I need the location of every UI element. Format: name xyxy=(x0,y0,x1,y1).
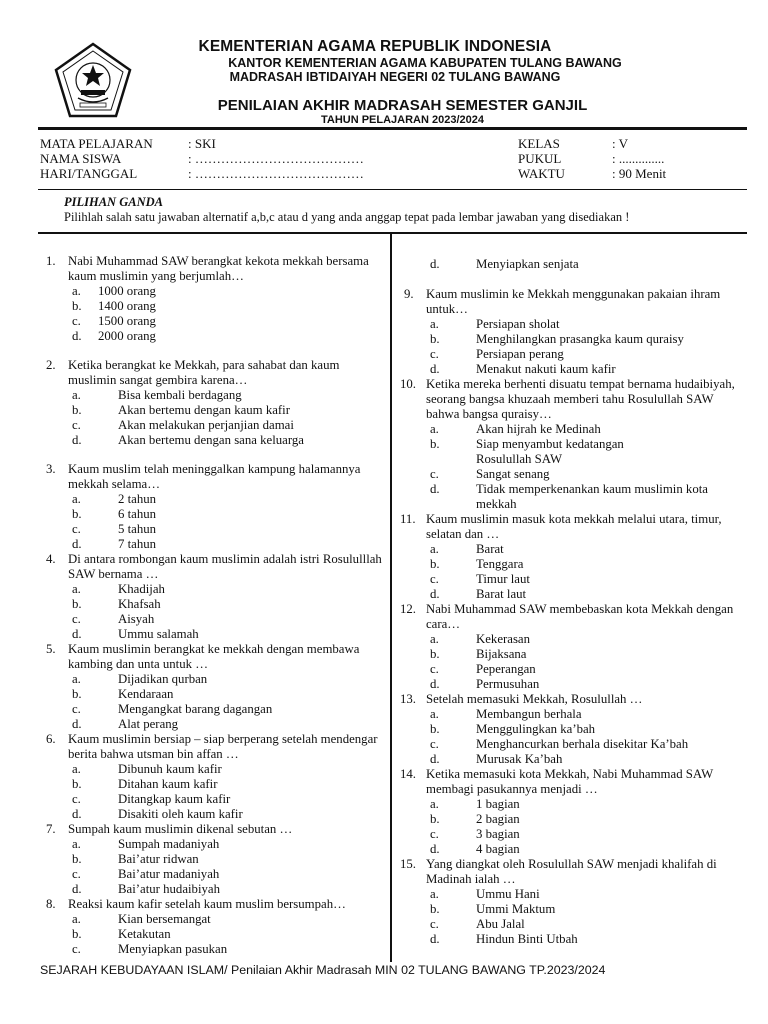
option-letter: b. xyxy=(430,902,440,916)
option-text: Menggulingkan ka’bah xyxy=(476,722,596,736)
option-letter: c. xyxy=(430,917,439,931)
option[interactable] xyxy=(404,587,749,602)
option[interactable] xyxy=(404,332,749,347)
question-text: Setelah memasuki Mekkah, Rosulullah … xyxy=(426,692,643,706)
option-text: Khafsah xyxy=(118,597,161,611)
option-letter: d. xyxy=(72,807,82,821)
option-letter: a. xyxy=(72,672,81,686)
option[interactable] xyxy=(46,612,388,627)
option-text: Mengangkat barang dagangan xyxy=(118,702,273,716)
option-text: 6 tahun xyxy=(118,507,157,521)
option-letter: a. xyxy=(72,492,81,506)
page-footer: SEJARAH KEBUDAYAAN ISLAM/ Penilaian Akhir Madrasah MIN 02 TULANG BAWANG TP.2023/2024 xyxy=(40,963,606,977)
option[interactable] xyxy=(404,752,749,767)
question xyxy=(46,552,388,642)
info-label-duration: WAKTU xyxy=(518,166,565,181)
option[interactable] xyxy=(46,403,388,418)
option-letter: d. xyxy=(72,329,82,343)
option[interactable] xyxy=(404,647,749,662)
question xyxy=(46,254,388,344)
option[interactable] xyxy=(46,702,388,717)
question-number: 11. xyxy=(400,512,416,526)
option-letter: c. xyxy=(72,612,81,626)
option-letter: a. xyxy=(430,707,439,721)
header-school: MADRASAH IBTIDAIYAH NEGERI 02 TULANG BAWANG xyxy=(229,70,561,84)
option-text: Hindun Binti Utbah xyxy=(476,932,578,946)
option-text: Bai’atur hudaibiyah xyxy=(118,882,220,896)
option[interactable] xyxy=(46,882,388,897)
option-letter: a. xyxy=(72,388,81,402)
option-text: Bai’atur ridwan xyxy=(118,852,199,866)
option[interactable] xyxy=(46,329,388,344)
info-label-class: KELAS xyxy=(518,136,560,151)
option-letter: c. xyxy=(72,522,81,536)
question xyxy=(46,462,388,552)
ministry-logo xyxy=(50,40,136,120)
option-text: Sangat senang xyxy=(476,467,550,481)
option[interactable] xyxy=(46,852,388,867)
question-number: 9. xyxy=(404,287,414,301)
option[interactable] xyxy=(404,722,749,737)
option-letter: c. xyxy=(430,347,439,361)
option[interactable] xyxy=(46,912,388,927)
info-label-date: HARI/TANGGAL xyxy=(40,166,138,181)
question-number: 5. xyxy=(46,642,56,656)
option-text: Tenggara xyxy=(476,557,524,571)
option[interactable] xyxy=(46,837,388,852)
section-instruction: Pilihlah salah satu jawaban alternatif a,b,c atau d yang anda anggap tepat pada lembar jawaban yang disediakan ! xyxy=(64,210,630,224)
section-title: PILIHAN GANDA xyxy=(64,195,163,209)
option-text: Bisa kembali berdagang xyxy=(118,388,242,402)
option-letter: a. xyxy=(72,762,81,776)
question-text: Kaum muslimin bersiap – siap berperang setelah mendengar berita bahwa utsman bin affan … xyxy=(68,732,378,761)
question-number: 13. xyxy=(400,692,416,706)
option-text: Barat laut xyxy=(476,587,527,601)
question-text: Kaum muslimin masuk kota mekkah melalui utara, timur, selatan dan … xyxy=(426,512,722,541)
question-number: 1. xyxy=(46,254,56,268)
option-text: Ditahan kaum kafir xyxy=(118,777,218,791)
option-text: Kekerasan xyxy=(476,632,530,646)
option-text: 1000 orang xyxy=(98,284,156,298)
option-text: Ditangkap kaum kafir xyxy=(118,792,231,806)
question-text: Ketika memasuki kota Mekkah, Nabi Muhammad SAW membagi pasukannya menjadi … xyxy=(426,767,713,796)
option-text: Dijadikan qurban xyxy=(118,672,208,686)
option[interactable] xyxy=(46,507,388,522)
option[interactable] xyxy=(46,388,388,403)
option-letter: a. xyxy=(430,797,439,811)
question-text: Sumpah kaum muslimin dikenal sebutan … xyxy=(68,822,293,836)
option[interactable] xyxy=(404,632,749,647)
info-value-duration: : 90 Menit xyxy=(612,166,667,181)
option-text: 2 tahun xyxy=(118,492,157,506)
question-text: Kaum muslimin berangkat ke mekkah dengan membawa kambing dan unta untuk … xyxy=(68,642,360,671)
option-text: 1500 orang xyxy=(98,314,156,328)
option[interactable] xyxy=(404,797,749,812)
option-text: Menghancurkan berhala disekitar Ka’bah xyxy=(476,737,689,751)
left-column xyxy=(46,254,388,957)
option-text: Aisyah xyxy=(118,612,155,626)
option-text: Alat perang xyxy=(118,717,179,731)
question-number: 2. xyxy=(46,358,56,372)
option[interactable] xyxy=(404,737,749,752)
question xyxy=(46,358,388,448)
option-letter: d. xyxy=(72,537,82,551)
question xyxy=(400,857,749,947)
option-text: Membangun berhala xyxy=(476,707,582,721)
question xyxy=(46,642,388,732)
option-text: Persiapan sholat xyxy=(476,317,560,331)
option[interactable] xyxy=(46,433,388,448)
option-letter: b. xyxy=(72,403,82,417)
option-text: Siap menyambut kedatangan Rosulullah SAW xyxy=(476,437,624,466)
option-letter: b. xyxy=(72,777,82,791)
option-letter: c. xyxy=(72,314,81,328)
option-text: Akan bertemu dengan kaum kafir xyxy=(118,403,290,417)
option[interactable] xyxy=(46,582,388,597)
option[interactable] xyxy=(404,827,749,842)
question-number: 12. xyxy=(400,602,416,616)
option[interactable] xyxy=(404,812,749,827)
option[interactable] xyxy=(46,492,388,507)
question-text: Reaksi kaum kafir setelah kaum muslim bersumpah… xyxy=(68,897,346,911)
option-letter: a. xyxy=(430,422,439,436)
option[interactable] xyxy=(404,842,749,857)
option-text: Ummu salamah xyxy=(118,627,199,641)
option-text: Sumpah madaniyah xyxy=(118,837,220,851)
option-text: Menghilangkan prasangka kaum quraisy xyxy=(476,332,684,346)
header-divider xyxy=(38,127,747,130)
option-letter: c. xyxy=(72,418,81,432)
option-letter: b. xyxy=(430,332,440,346)
option-text: Akan bertemu dengan sana keluarga xyxy=(118,433,304,447)
info-divider xyxy=(38,189,747,190)
option[interactable] xyxy=(404,887,749,902)
question-number: 8. xyxy=(46,897,56,911)
option-letter: d. xyxy=(430,752,440,766)
option-letter: b. xyxy=(430,647,440,661)
option-letter: d. xyxy=(72,627,82,641)
option[interactable] xyxy=(404,422,749,437)
option[interactable] xyxy=(404,677,749,692)
option-text: 4 bagian xyxy=(476,842,520,856)
option-text: Akan hijrah ke Medinah xyxy=(476,422,601,436)
option-letter: d. xyxy=(72,433,82,447)
question xyxy=(400,602,749,692)
option-letter: b. xyxy=(430,557,440,571)
option[interactable] xyxy=(46,418,388,433)
option-text: Permusuhan xyxy=(476,677,540,691)
option-text: 1 bagian xyxy=(476,797,520,811)
option[interactable] xyxy=(404,917,749,932)
option[interactable] xyxy=(46,762,388,777)
question-number: 3. xyxy=(46,462,56,476)
option[interactable] xyxy=(46,627,388,642)
option[interactable] xyxy=(404,362,749,377)
option-text: 1400 orang xyxy=(98,299,156,313)
option-text: Kian bersemangat xyxy=(118,912,211,926)
option-letter: a. xyxy=(430,317,439,331)
option-letter: c. xyxy=(72,702,81,716)
option-letter: a. xyxy=(72,837,81,851)
option-letter: c. xyxy=(430,662,439,676)
header-ministry: KEMENTERIAN AGAMA REPUBLIK INDONESIA xyxy=(198,38,552,55)
option-text: 7 tahun xyxy=(118,537,157,551)
option[interactable] xyxy=(46,717,388,732)
option[interactable] xyxy=(404,437,749,467)
option-letter: a. xyxy=(430,632,439,646)
info-value-time: : .............. xyxy=(612,151,665,166)
option-letter: b. xyxy=(72,927,82,941)
exam-title: PENILAIAN AKHIR MADRASAH SEMESTER GANJIL xyxy=(217,97,588,114)
option-text: Ummu Hani xyxy=(476,887,540,901)
option-letter: c. xyxy=(430,467,439,481)
option[interactable] xyxy=(404,482,749,512)
option[interactable] xyxy=(46,314,388,329)
option-text: Menyiapkan senjata xyxy=(476,257,579,271)
info-label-name: NAMA SISWA xyxy=(40,151,122,166)
info-label-subject: MATA PELAJARAN xyxy=(40,136,153,151)
question-number: 7. xyxy=(46,822,56,836)
option-letter: d. xyxy=(430,587,440,601)
option-text: Barat xyxy=(476,542,504,556)
question-text: Yang diangkat oleh Rosulullah SAW menjadi khalifah di Madinah ialah … xyxy=(426,857,717,886)
question-number: 6. xyxy=(46,732,56,746)
option-text: Bai’atur madaniyah xyxy=(118,867,220,881)
option-letter: d. xyxy=(430,362,440,376)
option-letter: d. xyxy=(430,482,440,496)
option-letter: b. xyxy=(72,507,82,521)
question-number: 15. xyxy=(400,857,416,871)
option[interactable] xyxy=(404,572,749,587)
question-number: 10. xyxy=(400,377,416,391)
option-text: Kendaraan xyxy=(118,687,174,701)
right-column xyxy=(400,257,749,947)
option[interactable] xyxy=(46,522,388,537)
question-text: Kaum muslimin ke Mekkah menggunakan pakaian ihram untuk… xyxy=(426,287,721,316)
option-letter: c. xyxy=(430,737,439,751)
option-letter: c. xyxy=(72,942,81,956)
option-text: Abu Jalal xyxy=(476,917,525,931)
question-text: Nabi Muhammad SAW berangkat kekota mekkah bersama kaum muslimin yang berjumlah… xyxy=(68,254,369,283)
option-letter: a. xyxy=(72,582,81,596)
option[interactable] xyxy=(404,557,749,572)
option-letter: d. xyxy=(430,677,440,691)
option-text: Menakut nakuti kaum kafir xyxy=(476,362,616,376)
option[interactable] xyxy=(46,807,388,822)
option-text: Khadijah xyxy=(118,582,165,596)
info-value-class: : V xyxy=(612,136,629,151)
option-text: Timur laut xyxy=(476,572,530,586)
option-text: Ummi Maktum xyxy=(476,902,556,916)
option-letter: a. xyxy=(430,887,439,901)
option-text: Persiapan perang xyxy=(476,347,564,361)
info-value-subject: : SKI xyxy=(188,136,216,151)
option-letter: b. xyxy=(72,597,82,611)
question xyxy=(46,822,388,897)
option[interactable] xyxy=(404,662,749,677)
option-text: Murusak Ka’bah xyxy=(476,752,563,766)
option-text: Dibunuh kaum kafir xyxy=(118,762,222,776)
question-text: Nabi Muhammad SAW membebaskan kota Mekkah dengan cara… xyxy=(426,602,734,631)
option-letter: d. xyxy=(72,717,82,731)
question xyxy=(400,512,749,602)
option[interactable] xyxy=(46,942,388,957)
option-letter: b. xyxy=(430,722,440,736)
option[interactable] xyxy=(404,902,749,917)
option[interactable] xyxy=(46,927,388,942)
option-letter: c. xyxy=(430,572,439,586)
option[interactable] xyxy=(404,317,749,332)
option-text: Tidak memperkenankan kaum muslimin kota mekkah xyxy=(476,482,708,511)
option-letter: b. xyxy=(72,687,82,701)
option-letter: d. xyxy=(430,842,440,856)
option-text: Akan melakukan perjanjian damai xyxy=(118,418,294,432)
exam-year: TAHUN PELAJARAN 2023/2024 xyxy=(320,114,485,126)
option-text: Peperangan xyxy=(476,662,536,676)
option[interactable] xyxy=(46,284,388,299)
option[interactable] xyxy=(404,932,749,947)
question-text: Kaum muslim telah meninggalkan kampung halamannya mekkah selama… xyxy=(68,462,361,491)
question xyxy=(400,692,749,767)
option[interactable] xyxy=(404,542,749,557)
option-letter: c. xyxy=(72,867,81,881)
option[interactable] xyxy=(46,777,388,792)
section-divider xyxy=(38,232,747,234)
option-text: 5 tahun xyxy=(118,522,157,536)
info-value-name: : ………………………………… xyxy=(188,151,364,166)
option-text: Ketakutan xyxy=(118,927,171,941)
option-letter: d. xyxy=(72,882,82,896)
option-letter: a. xyxy=(72,284,81,298)
option-text: 2000 orang xyxy=(98,329,156,343)
option[interactable] xyxy=(46,867,388,882)
question-text: Ketika berangkat ke Mekkah, para sahabat dan kaum muslimin sangat gembira karena… xyxy=(68,358,340,387)
option[interactable] xyxy=(46,687,388,702)
option-text: Bijaksana xyxy=(476,647,527,661)
option[interactable] xyxy=(46,792,388,807)
option[interactable] xyxy=(46,299,388,314)
info-label-time: PUKUL xyxy=(518,151,562,166)
question xyxy=(400,767,749,857)
question xyxy=(46,897,388,957)
option-letter: d. xyxy=(430,932,440,946)
question xyxy=(404,287,749,377)
header-office: KANTOR KEMENTERIAN AGAMA KABUPATEN TULANG BAWANG xyxy=(228,56,622,70)
option[interactable] xyxy=(46,537,388,552)
option-letter: b. xyxy=(72,852,82,866)
option-text: 3 bagian xyxy=(476,827,520,841)
option[interactable] xyxy=(46,672,388,687)
option-letter: c. xyxy=(430,827,439,841)
option-text: 2 bagian xyxy=(476,812,520,826)
question-number: 14. xyxy=(400,767,416,781)
option[interactable] xyxy=(46,597,388,612)
option-letter: a. xyxy=(72,912,81,926)
option-text: Disakiti oleh kaum kafir xyxy=(118,807,243,821)
option-letter: a. xyxy=(430,542,439,556)
option-letter: c. xyxy=(72,792,81,806)
option-letter: b. xyxy=(72,299,82,313)
option[interactable] xyxy=(404,257,749,272)
question-number: 4. xyxy=(46,552,56,566)
column-divider xyxy=(390,232,392,962)
question-text: Ketika mereka berhenti disuatu tempat bernama hudaibiyah, seorang bangsa khuzaah memberi tahu Rosulullah SAW bahwa bangsa quraisy… xyxy=(426,377,735,421)
option-letter: b. xyxy=(430,812,440,826)
info-value-date: : ………………………………… xyxy=(188,166,364,181)
option[interactable] xyxy=(404,707,749,722)
question xyxy=(400,377,749,512)
option-letter: d. xyxy=(430,257,440,271)
option-text: Menyiapkan pasukan xyxy=(118,942,228,956)
question xyxy=(46,732,388,822)
option[interactable] xyxy=(404,347,749,362)
option[interactable] xyxy=(404,467,749,482)
question-text: Di antara rombongan kaum muslimin adalah istri Rosululllah SAW bernama … xyxy=(68,552,382,581)
option-letter: b. xyxy=(430,437,440,451)
